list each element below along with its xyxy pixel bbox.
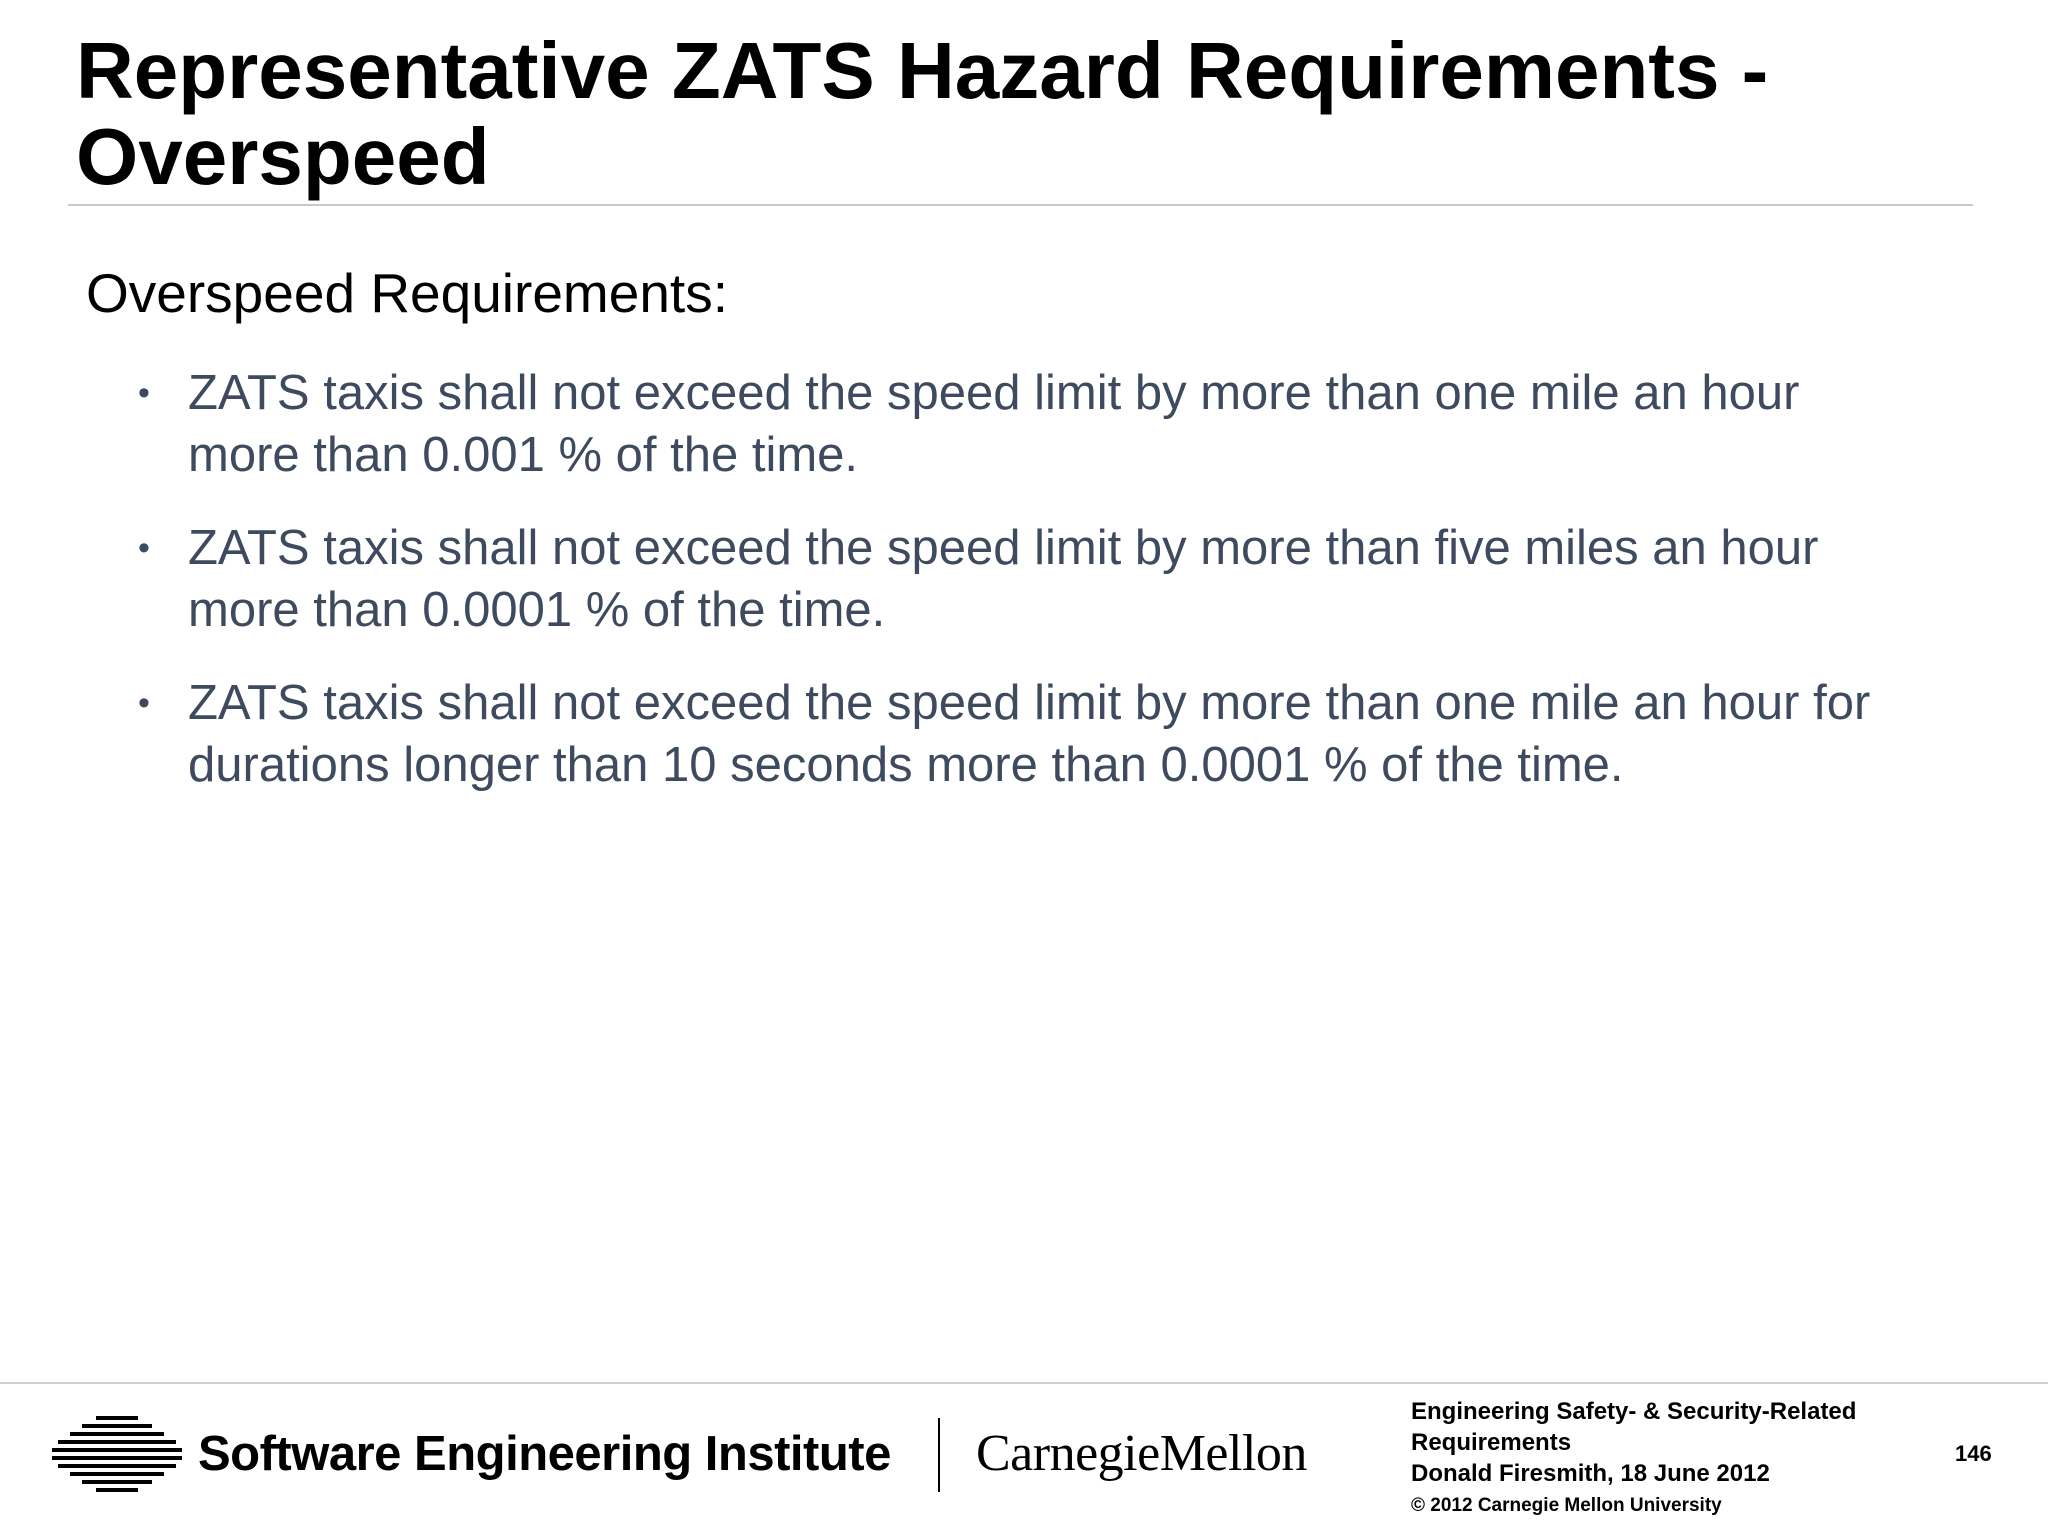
requirement-text-line: ZATS taxis shall not exceed the speed limit by more than one mile an hour for (188, 676, 1871, 730)
logo-divider (938, 1418, 940, 1492)
page-number: 146 (1955, 1441, 1992, 1466)
sei-wordmark: Software Engineering Institute (198, 1427, 891, 1481)
bullet-icon: • (138, 684, 150, 722)
slide-title-line-2: Overspeed (76, 112, 490, 201)
requirement-item-2 (130, 517, 1990, 641)
bullet-icon: • (138, 374, 150, 412)
requirement-text-line: ZATS taxis shall not exceed the speed limit by more than five miles an hour (188, 521, 1819, 575)
footer-presentation-info (1411, 1396, 1951, 1489)
requirement-item-1 (130, 362, 1990, 486)
footer-info-line: Requirements (1411, 1429, 1572, 1456)
footer-info-line: Donald Firesmith, 18 June 2012 (1411, 1460, 1770, 1487)
section-heading: Overspeed Requirements: (86, 262, 728, 324)
cmu-wordmark: CarnegieMellon (976, 1425, 1307, 1482)
slide-title (76, 28, 1976, 200)
requirement-text-line: more than 0.001 % of the time. (188, 428, 859, 482)
requirements-list (130, 362, 1990, 827)
title-divider (68, 204, 1973, 206)
copyright-notice: © 2012 Carnegie Mellon University (1411, 1495, 1722, 1516)
footer-divider (0, 1382, 2048, 1384)
footer-info-line: Engineering Safety- & Security-Related (1411, 1398, 1857, 1425)
requirement-item-3 (130, 672, 1990, 796)
requirement-text-line: ZATS taxis shall not exceed the speed limit by more than one mile an hour (188, 366, 1800, 420)
slide-title-line-1: Representative ZATS Hazard Requirements - (76, 26, 1769, 115)
sei-striped-globe-icon (52, 1414, 182, 1494)
bullet-icon: • (138, 529, 150, 567)
requirement-text-line: more than 0.0001 % of the time. (188, 583, 886, 637)
requirement-text-line: durations longer than 10 seconds more than 0.0001 % of the time. (188, 738, 1624, 792)
